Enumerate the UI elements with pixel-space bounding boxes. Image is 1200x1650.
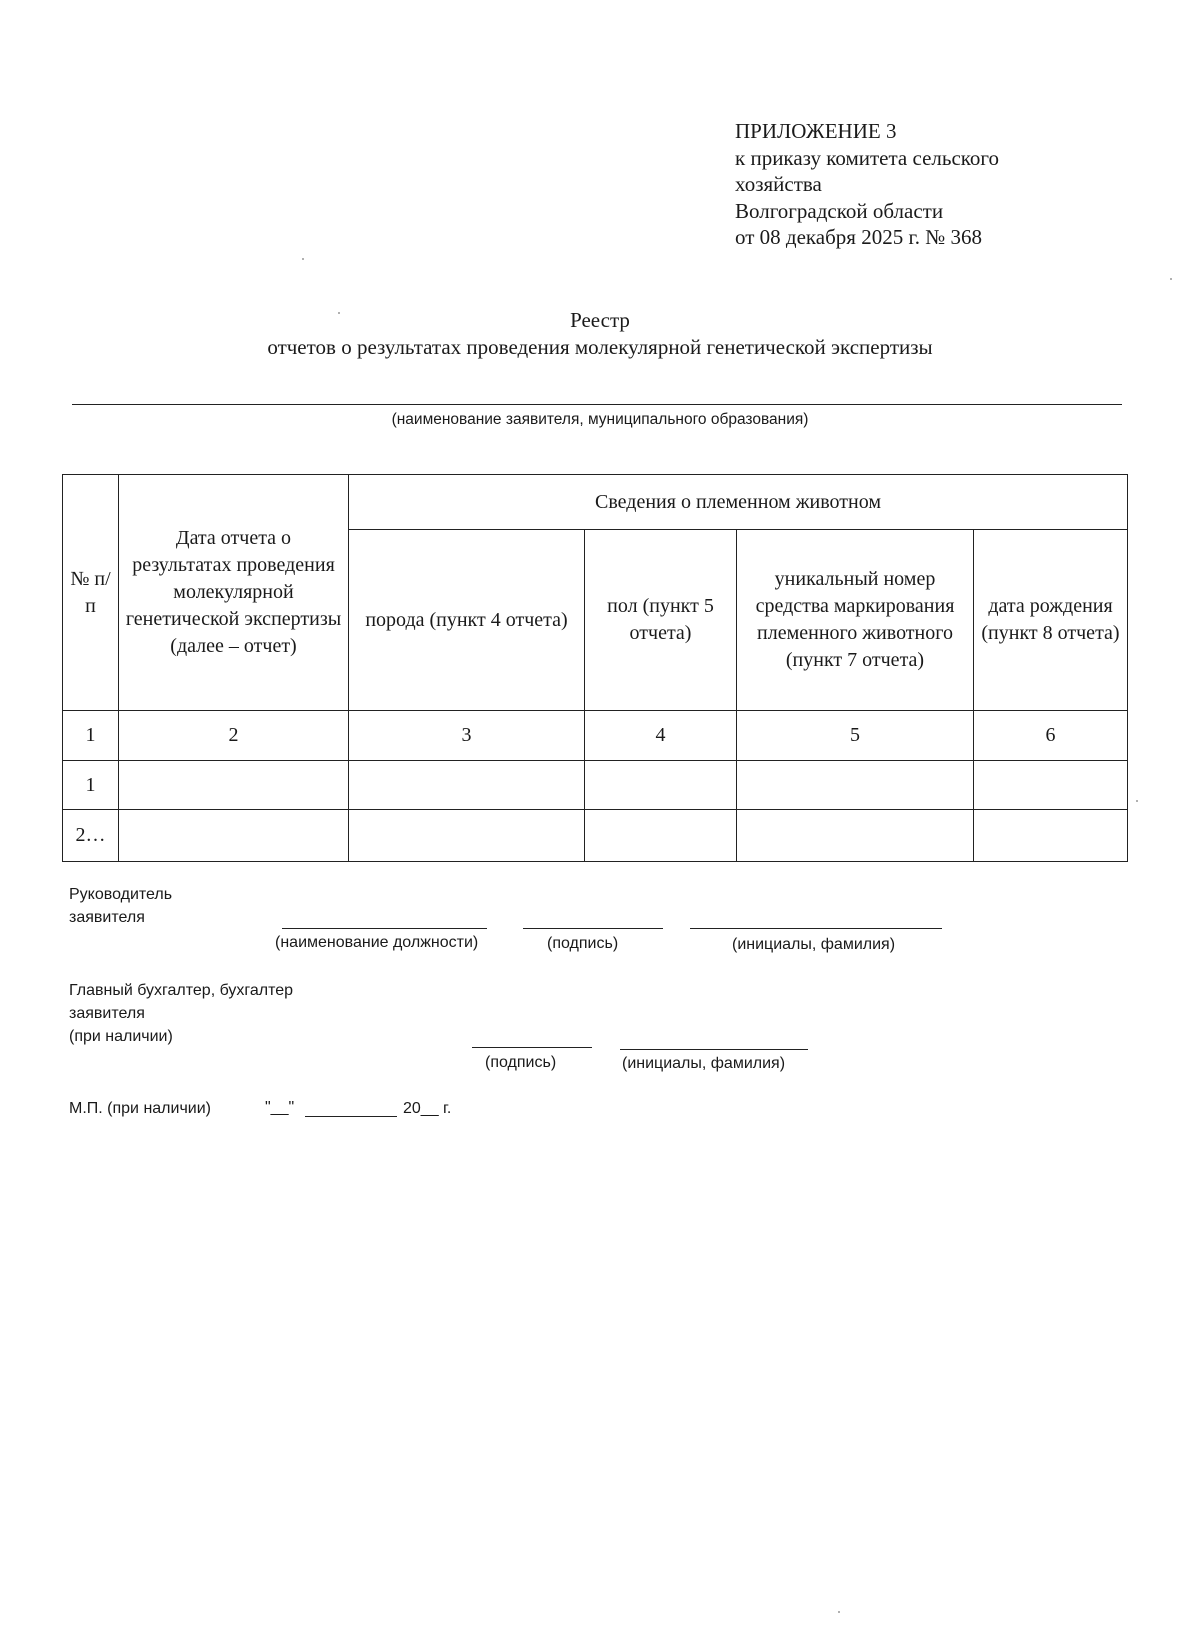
head-label (69, 883, 172, 929)
table-cell (585, 761, 737, 810)
table-cell (349, 761, 585, 810)
registry-table (62, 474, 1128, 862)
applicant-caption: (наименование заявителя, муниципального образования) (391, 411, 809, 428)
accountant-label-line: заявителя (69, 1005, 145, 1022)
head-caption-signature: (подпись) (547, 935, 619, 952)
head-label-line: заявителя (69, 909, 145, 926)
applicant-line (72, 404, 1122, 405)
scan-speck (338, 312, 340, 314)
header-marking-number: уникальный номер средства маркирования племенного животного (пункт 7 отчета) (737, 530, 974, 711)
table-cell (737, 810, 974, 862)
scan-speck (838, 1611, 840, 1613)
table-cell (349, 810, 585, 862)
column-number-row (63, 711, 1128, 761)
column-number: 6 (974, 711, 1128, 761)
column-number: 5 (737, 711, 974, 761)
table-cell (974, 761, 1128, 810)
column-number: 4 (585, 711, 737, 761)
accountant-label-line: Главный бухгалтер, бухгалтер (69, 982, 294, 999)
head-position-line (282, 928, 487, 929)
scan-speck (1170, 278, 1172, 280)
head-label-line: Руководитель (69, 886, 173, 903)
header-report-date: Дата отчета о результатах проведения молекулярной генетической экспертизы (далее – отчет) (119, 475, 349, 711)
column-number: 1 (63, 711, 119, 761)
column-number: 2 (119, 711, 349, 761)
date-month-line (305, 1116, 397, 1117)
appendix-order-line: Волгоградской области (735, 198, 944, 223)
table-cell (974, 810, 1128, 862)
date-day: "__" (265, 1099, 295, 1116)
accountant-caption-signature: (подпись) (485, 1054, 557, 1071)
appendix-order-date: от 08 декабря 2025 г. № 368 (735, 225, 982, 249)
accountant-label (69, 979, 293, 1048)
header-number: № п/п (63, 475, 119, 711)
header-birth-date: дата рождения (пункт 8 отчета) (974, 530, 1128, 711)
appendix-title: ПРИЛОЖЕНИЕ 3 (735, 119, 897, 143)
accountant-caption-name: (инициалы, фамилия) (622, 1055, 786, 1072)
column-number: 3 (349, 711, 585, 761)
head-signature-line (523, 928, 663, 929)
header-sex: пол (пункт 5 отчета) (585, 530, 737, 711)
table-cell (737, 761, 974, 810)
row-number: 1 (63, 761, 119, 810)
date-year: 20__ г. (403, 1100, 452, 1117)
head-caption-position: (наименование должности) (275, 934, 479, 951)
row-number: 2… (63, 810, 119, 862)
head-caption-name: (инициалы, фамилия) (732, 936, 896, 953)
table-cell (119, 810, 349, 862)
accountant-label-line: (при наличии) (69, 1028, 173, 1045)
document-subtitle: отчетов о результатах проведения молекулярной генетической экспертизы (267, 335, 933, 359)
appendix-order-line: к приказу комитета сельского (735, 145, 1000, 170)
table-row (63, 810, 1128, 862)
table-cell (585, 810, 737, 862)
appendix-order-line: хозяйства (735, 172, 822, 196)
document-title: Реестр (570, 308, 630, 332)
accountant-signature-line (472, 1047, 592, 1048)
accountant-name-line (620, 1049, 808, 1050)
stamp-label: М.П. (при наличии) (69, 1100, 211, 1117)
appendix-block (735, 118, 999, 251)
scan-speck (1136, 800, 1138, 802)
header-breed: порода (пункт 4 отчета) (349, 530, 585, 711)
table-cell (119, 761, 349, 810)
scan-speck (302, 258, 304, 260)
head-name-line (690, 928, 942, 929)
table-row (63, 761, 1128, 810)
header-animal-info: Сведения о племенном животном (349, 475, 1128, 530)
